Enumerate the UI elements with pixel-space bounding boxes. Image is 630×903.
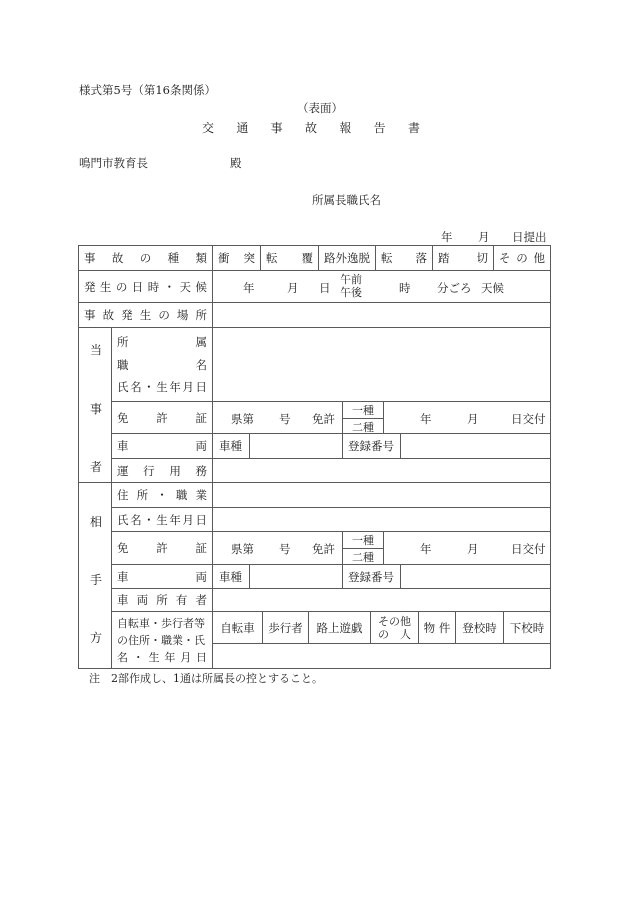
am-pm-selector[interactable]: 午前 午後	[340, 273, 362, 299]
category-pedestrian[interactable]: 歩行者	[262, 611, 309, 644]
class1-option[interactable]: 一種	[343, 532, 383, 549]
accident-type-fall[interactable]: 転 落	[375, 245, 433, 271]
party-duty-field[interactable]	[212, 458, 551, 483]
location-field[interactable]	[212, 302, 551, 328]
category-from-school[interactable]: 下校時	[503, 611, 551, 644]
other-owner-field[interactable]	[212, 588, 551, 612]
category-property[interactable]: 物 件	[418, 611, 456, 644]
other-owner-label: 車 両 所 有 者	[111, 588, 213, 612]
accident-type-collision[interactable]: 衝 突	[212, 245, 261, 271]
other-vehicle-type-field[interactable]	[249, 564, 343, 589]
other-reg-no-label: 登録番号	[342, 564, 401, 589]
reporter-label: 所属長職氏名	[312, 193, 381, 207]
form-number: 様式第5号（第16条関係）	[79, 83, 216, 97]
datetime-field[interactable]: 年 月 日 午前 午後 時 分ごろ 天候	[212, 270, 551, 303]
accident-type-other[interactable]: そ の 他	[493, 245, 551, 271]
submit-year: 年	[441, 230, 453, 244]
addressee: 鳴門市教育長	[79, 156, 148, 170]
accident-type-rollover[interactable]: 転 覆	[260, 245, 319, 271]
cyclist-label: 自転車・歩行者等 の住所・職業・氏 名 ・ 生 年 月 日	[111, 611, 213, 669]
other-license-issue-date[interactable]: 年 月 日交付	[383, 531, 551, 565]
accident-type-off-road[interactable]: 路外逸脱	[318, 245, 376, 271]
cyclist-details-field[interactable]	[212, 643, 551, 669]
side-label: （表面）	[297, 101, 343, 115]
party-reg-no-field[interactable]	[400, 433, 551, 459]
party-id-field[interactable]	[212, 327, 551, 402]
other-vehicle-type-label: 車種	[212, 564, 250, 589]
location-label: 事 故 発 生 の 場 所	[78, 302, 213, 328]
party-vehicle-type-label: 車種	[212, 433, 250, 459]
other-name-field[interactable]	[212, 507, 551, 532]
party-duty-label: 運 行 用 務	[111, 458, 213, 483]
other-address-field[interactable]	[212, 482, 551, 508]
page-title: 交 通 事 故 報 告 書	[202, 121, 420, 135]
other-license-class[interactable]	[342, 531, 384, 565]
honorific: 殿	[230, 156, 242, 170]
other-reg-no-field[interactable]	[400, 564, 551, 589]
submit-day: 日提出	[512, 230, 547, 244]
class2-option[interactable]: 二種	[352, 551, 374, 564]
submit-month: 月	[478, 230, 490, 244]
party-reg-no-label: 登録番号	[342, 433, 401, 459]
party-group-label: 当 事 者	[78, 327, 112, 483]
other-license-number[interactable]: 県第 号 免許	[212, 531, 343, 565]
category-street-play[interactable]: 路上遊戯	[308, 611, 371, 644]
party-vehicle-type-field[interactable]	[249, 433, 343, 459]
other-address-label: 住 所 ・ 職 業	[111, 482, 213, 508]
party-vehicle-label: 車 両	[111, 433, 213, 459]
category-other-person[interactable]: その他 の 人	[370, 611, 419, 644]
datetime-label: 発 生 の 日 時 ・ 天 候	[78, 270, 213, 303]
party-license-number[interactable]: 県第 号 免許	[212, 401, 343, 434]
category-to-school[interactable]: 登校時	[455, 611, 504, 644]
footnote: 注 2部作成し、1通は所属長の控とすること。	[89, 672, 323, 685]
other-license-label: 免 許 証	[111, 531, 213, 565]
party-license-issue-date[interactable]: 年 月 日交付	[383, 401, 551, 434]
accident-type-crossing[interactable]: 踏 切	[432, 245, 494, 271]
other-party-group-label: 相 手 方	[78, 482, 112, 669]
party-license-class[interactable]	[342, 401, 384, 434]
other-name-label: 氏 名 ・ 生 年 月 日	[111, 507, 213, 532]
accident-type-label: 事 故 の 種 類	[78, 245, 213, 271]
other-vehicle-label: 車 両	[111, 564, 213, 589]
party-license-label: 免 許 証	[111, 401, 213, 434]
class2-option[interactable]: 二種	[352, 421, 374, 434]
category-bicycle[interactable]: 自転車	[212, 611, 263, 644]
party-id-label: 所 属 職 名 氏 名 ・ 生 年 月 日	[111, 327, 213, 402]
class1-option[interactable]: 一種	[343, 402, 383, 419]
